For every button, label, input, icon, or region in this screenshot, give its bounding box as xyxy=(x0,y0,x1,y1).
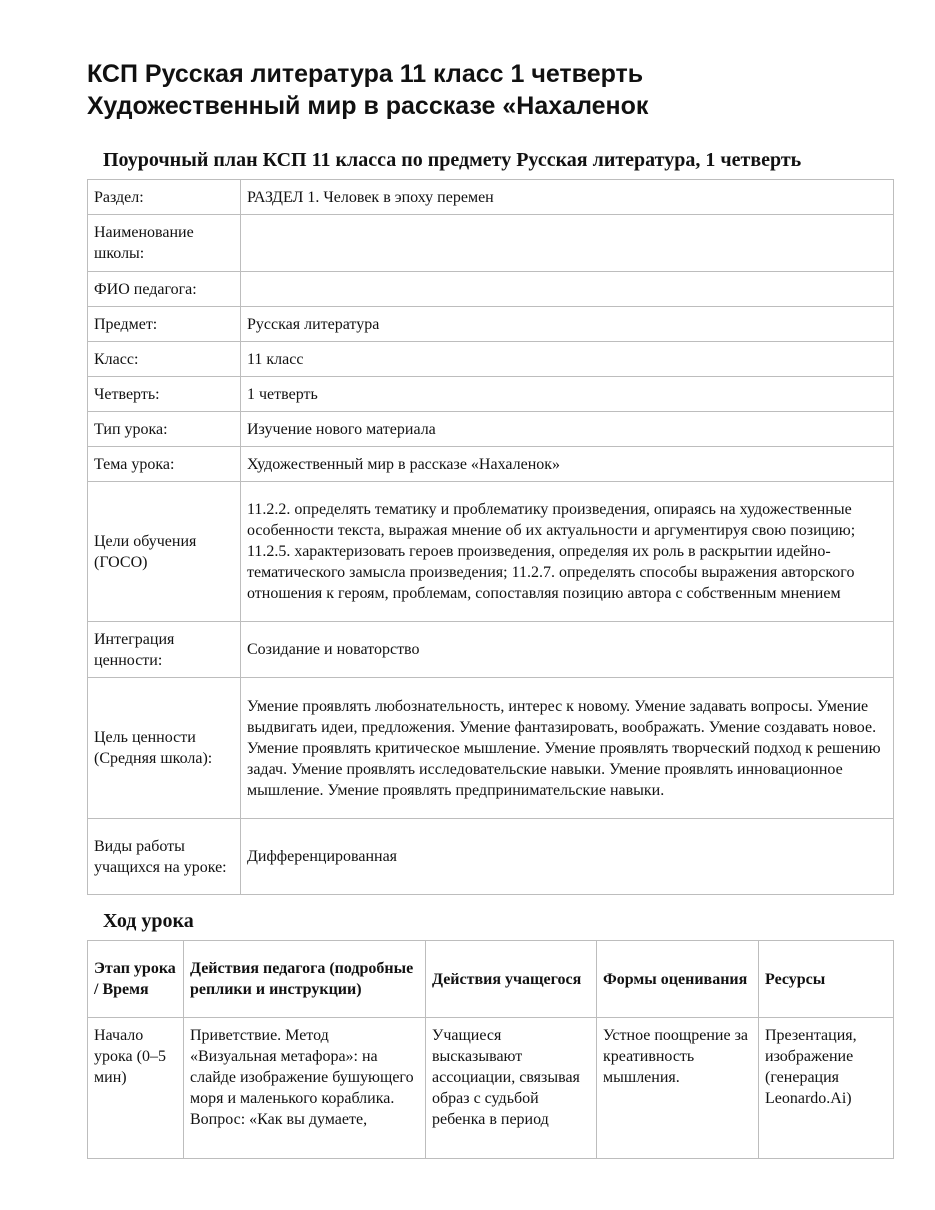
table-row xyxy=(88,819,894,895)
column-header-stage: Этап урока / Время xyxy=(88,941,184,1018)
row-label: Предмет: xyxy=(88,307,241,342)
table-row xyxy=(88,1018,894,1159)
cell-stage: Начало урока (0–5 мин) xyxy=(88,1018,184,1159)
row-value: Дифференцированная xyxy=(241,819,894,895)
table-row xyxy=(88,622,894,678)
row-label: Наименование школы: xyxy=(88,215,241,272)
table-row xyxy=(88,272,894,307)
cell-resources: Презентация, изображение (генерация Leonardo.Ai) xyxy=(759,1018,894,1159)
plan-heading: Поурочный план КСП 11 класса по предмету Русская литература, 1 четверть xyxy=(103,149,802,171)
row-label: Виды работы учащихся на уроке: xyxy=(88,819,241,895)
row-value: 11.2.2. определять тематику и проблематику произведения, опираясь на художественные особенности текста, выражая мнение об их актуальности и аргументируя свою позицию; 11.2.5. характеризовать героев произведения, определяя их роль в раскрытии идейно-тематического замысла произведения; 11.2.7. определять способы выражения авторского отношения к героям, проблемам, сопоставляя позицию автора с собственным мнением xyxy=(241,482,894,622)
row-value: 1 четверть xyxy=(241,377,894,412)
lesson-progress-heading: Ход урока xyxy=(103,910,194,932)
row-label: Класс: xyxy=(88,342,241,377)
table-row xyxy=(88,377,894,412)
row-value: Художественный мир в рассказе «Нахаленок» xyxy=(241,447,894,482)
row-label: Интеграция ценности: xyxy=(88,622,241,678)
column-header-assessment: Формы оценивания xyxy=(597,941,759,1018)
document-title xyxy=(87,58,887,122)
row-label: ФИО педагога: xyxy=(88,272,241,307)
row-value: Созидание и новаторство xyxy=(241,622,894,678)
row-value: Умение проявлять любознательность, интерес к новому. Умение задавать вопросы. Умение выдвигать идеи, предложения. Умение фантазировать, воображать. Умение создавать новое. Умение проявлять критическое мышление. Умение проявлять творческий подход к решению задач. Умение проявлять исследовательские навыки. Умение проявлять инновационное мышление. Умение проявлять предпринимательские навыки. xyxy=(241,678,894,819)
column-header-resources: Ресурсы xyxy=(759,941,894,1018)
row-value: РАЗДЕЛ 1. Человек в эпоху перемен xyxy=(241,180,894,215)
table-row xyxy=(88,180,894,215)
row-value xyxy=(241,215,894,272)
row-label: Тип урока: xyxy=(88,412,241,447)
document-title-line-1: КСП Русская литература 11 класс 1 четверть xyxy=(87,60,644,88)
column-header-student-actions: Действия учащегося xyxy=(426,941,597,1018)
table-row xyxy=(88,482,894,622)
row-value: Изучение нового материала xyxy=(241,412,894,447)
table-row xyxy=(88,215,894,272)
lesson-progress-table xyxy=(87,940,894,1159)
cell-assessment: Устное поощрение за креативность мышления. xyxy=(597,1018,759,1159)
column-header-teacher-actions: Действия педагога (подробные реплики и инструкции) xyxy=(184,941,426,1018)
cell-student-actions: Учащиеся высказывают ассоциации, связывая образ с судьбой ребенка в период xyxy=(426,1018,597,1159)
document-title-line-2: Художественный мир в рассказе «Нахаленок xyxy=(87,92,649,120)
row-value: Русская литература xyxy=(241,307,894,342)
table-row xyxy=(88,447,894,482)
row-label: Раздел: xyxy=(88,180,241,215)
cell-teacher-actions: Приветствие. Метод «Визуальная метафора»: на слайде изображение бушующего моря и маленького кораблика. Вопрос: «Как вы думаете, xyxy=(184,1018,426,1159)
table-row xyxy=(88,412,894,447)
lesson-info-table xyxy=(87,179,894,895)
row-label: Четверть: xyxy=(88,377,241,412)
table-row xyxy=(88,342,894,377)
row-label: Цель ценности (Средняя школа): xyxy=(88,678,241,819)
row-value: 11 класс xyxy=(241,342,894,377)
table-row xyxy=(88,307,894,342)
row-label: Тема урока: xyxy=(88,447,241,482)
row-value xyxy=(241,272,894,307)
table-header-row xyxy=(88,941,894,1018)
table-row xyxy=(88,678,894,819)
row-label: Цели обучения (ГОСО) xyxy=(88,482,241,622)
